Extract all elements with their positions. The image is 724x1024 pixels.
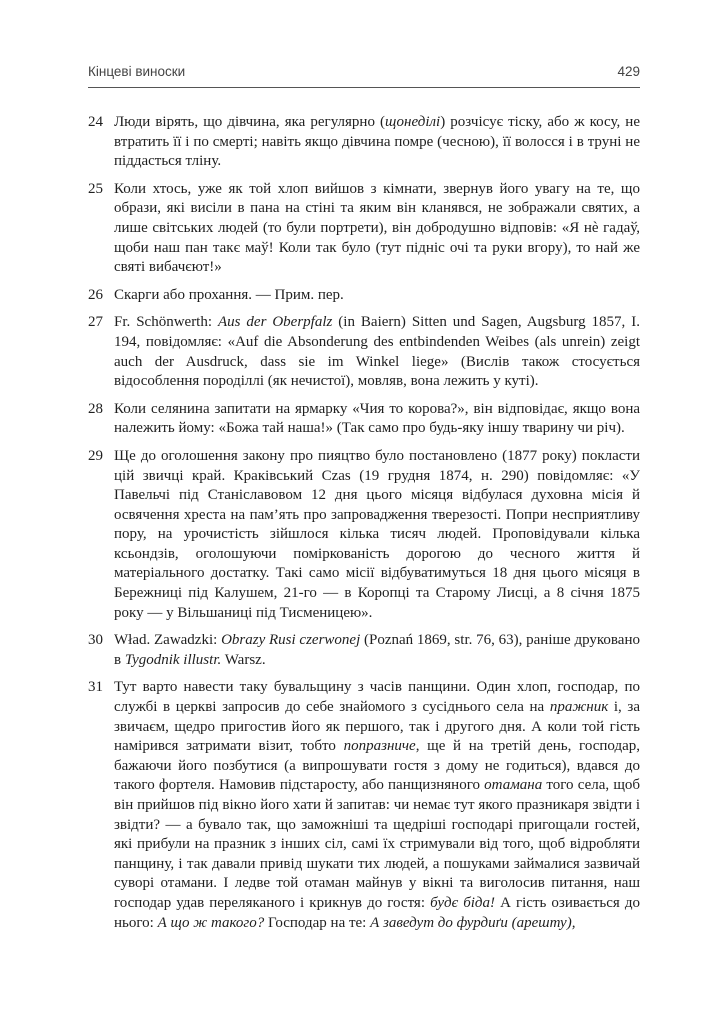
- endnote-text: [114, 400, 640, 439]
- endnote-31: [88, 678, 640, 933]
- endnote-26: [88, 286, 640, 306]
- running-header: [88, 64, 640, 79]
- italic-text: отамана: [484, 777, 543, 794]
- endnote-number: 26: [88, 286, 103, 303]
- text-run: Fr. Schönwerth:: [114, 314, 218, 331]
- text-run: Скарги або прохання. — Прим. пер.: [114, 286, 344, 303]
- text-run: (Poznań 1869, str. 76, 63), раніше друковано в: [114, 632, 640, 668]
- italic-text: щонеділі: [385, 114, 441, 130]
- endnote-number: 24: [88, 114, 103, 130]
- text-run: А гість озивається до нього:: [114, 894, 640, 931]
- text-run: Тут варто навести таку бувальщину з часів панщини. Один хлоп, господар, по службі в церкві запросив до себе знайомого з сусіднього села на: [114, 679, 640, 716]
- endnote-text: [114, 180, 640, 278]
- endnote-28: [88, 400, 640, 439]
- endnote-27: [88, 313, 640, 391]
- endnote-text: [114, 678, 640, 933]
- endnote-number: 28: [88, 400, 103, 417]
- italic-text: Tygodnik illustr.: [124, 651, 222, 668]
- header-rule: [88, 87, 640, 88]
- italic-text: попразниче: [343, 738, 416, 755]
- endnote-number: 31: [88, 679, 103, 696]
- endnote-number: 30: [88, 632, 103, 649]
- text-run: (in Baiern) Sitten und Sagen, Augsburg 1857, I. 194, повідомляє: «Auf die Absonderung des entbindenden Weibes (als unrein) zeigt auch der Ausdruck, dass sie im Winkel liege» (Вислів також стосується відособлення породіллі (як нечистої), мовляв, вона лежить у куті).: [114, 314, 640, 390]
- endnote-24: [88, 113, 640, 172]
- endnote-text: [114, 447, 640, 623]
- text-run: того села, щоб він прийшов під вікно його хати й запитав: чи немає тут якого празникаря звідти і звідти? — а бувало так, що заможніші та щедріші господарі пригощали гостей, які прибули на празник з інших сіл, самі їх стримували від того, щоб відробляти панщину, і так давали привід шукати тих людей, а пошуками займалися зазвичай суворі отамани. І ледве той отаман майнув у вікні та виголосив питання, наш господар удав переляканого і крикнув до гостя:: [114, 777, 640, 911]
- text-run: і, за звичаєм, щедро пригостив його як першого, так і другого дня. А коли той гість намірився затримати візит, тобто: [114, 699, 640, 755]
- endnote-25: [88, 180, 640, 278]
- section-title: Кінцеві виноски: [88, 64, 186, 79]
- italic-text: А заведут до фурдиґи (арешту),: [370, 914, 576, 931]
- endnote-text: [114, 286, 640, 306]
- endnote-29: [88, 447, 640, 623]
- text-run: Ще до оголошення закону про пияцтво було постановлено (1877 року) покласти цій звичці край. Краківський Czas (19 грудня 1874, н. 290) повідомляє: «У Павельчі під Станіславовом 12 дня цього місяця відбулася духовна місія й освячення хреста на пам’ять про запровадження тверезості. Попри несприятливу пору, на урочистість зійшлося кілька тисяч людей. Проповідували кілька ксьондзів, оголошуючи поміркованість дорогою до чесного життя й матеріального достатку. Такі само місії відбуватимуться 18 дня цього місяця в Бережниці під Калушем, 21-го — в Коропці та Старому Лисці, а 8 січня 1875 року — у Вільшаниці під Тисменицею».: [114, 447, 640, 621]
- text-run: , ще й на третій день, господар, бажаючи його позбутися (а випрошувати гостя з дому не годиться), вдався до такого фортеля. Намовив підстаросту, або панщизняного: [114, 738, 641, 794]
- page-number: 429: [617, 64, 640, 79]
- italic-text: будє біда!: [430, 894, 496, 911]
- text-run: ) розчісує тіску, або ж косу, не втратить її і по смерті; навіть якщо дівчина помре (чесною), її волосся і в труні не піддасться тліну.: [114, 114, 640, 170]
- text-run: Господар на те:: [264, 914, 371, 931]
- endnotes-list: [88, 113, 640, 941]
- italic-text: Obrazy Rusi czerwonej: [221, 632, 361, 649]
- text-run: Коли хтось, уже як той хлоп вийшов з кімнати, звернув його увагу на те, що образи, які висіли в пана на стіні та яким він кланявся, не зображали святих, а лише світських людей (то були портрети), він добродушно відповів: «Я нѐ гадаў, щоби наш пан такє маў! Коли так було (тут підніс очі та руки вгору), то най же святі вибачєют!»: [114, 180, 640, 276]
- endnote-text: [114, 313, 640, 391]
- endnote-number: 25: [88, 180, 103, 197]
- endnote-30: [88, 631, 640, 670]
- italic-text: А що ж такого?: [157, 914, 265, 931]
- endnote-text: [114, 631, 640, 670]
- endnote-text: [114, 113, 640, 172]
- text-run: Люди вірять, що дівчина, яка регулярно (: [114, 114, 386, 130]
- text-run: Коли селянина запитати на ярмарку «Чия то корова?», він відповідає, якщо вона належить йому: «Божа тай наша!» (Так само про будь-яку іншу тварину чи річ).: [114, 400, 640, 437]
- text-run: Warsz.: [221, 651, 266, 668]
- endnote-number: 29: [88, 447, 103, 464]
- italic-text: пражник: [549, 699, 609, 716]
- text-run: Wład. Zawadzki:: [114, 632, 222, 649]
- italic-text: Aus der Oberpfalz: [217, 314, 333, 331]
- endnote-number: 27: [88, 314, 103, 331]
